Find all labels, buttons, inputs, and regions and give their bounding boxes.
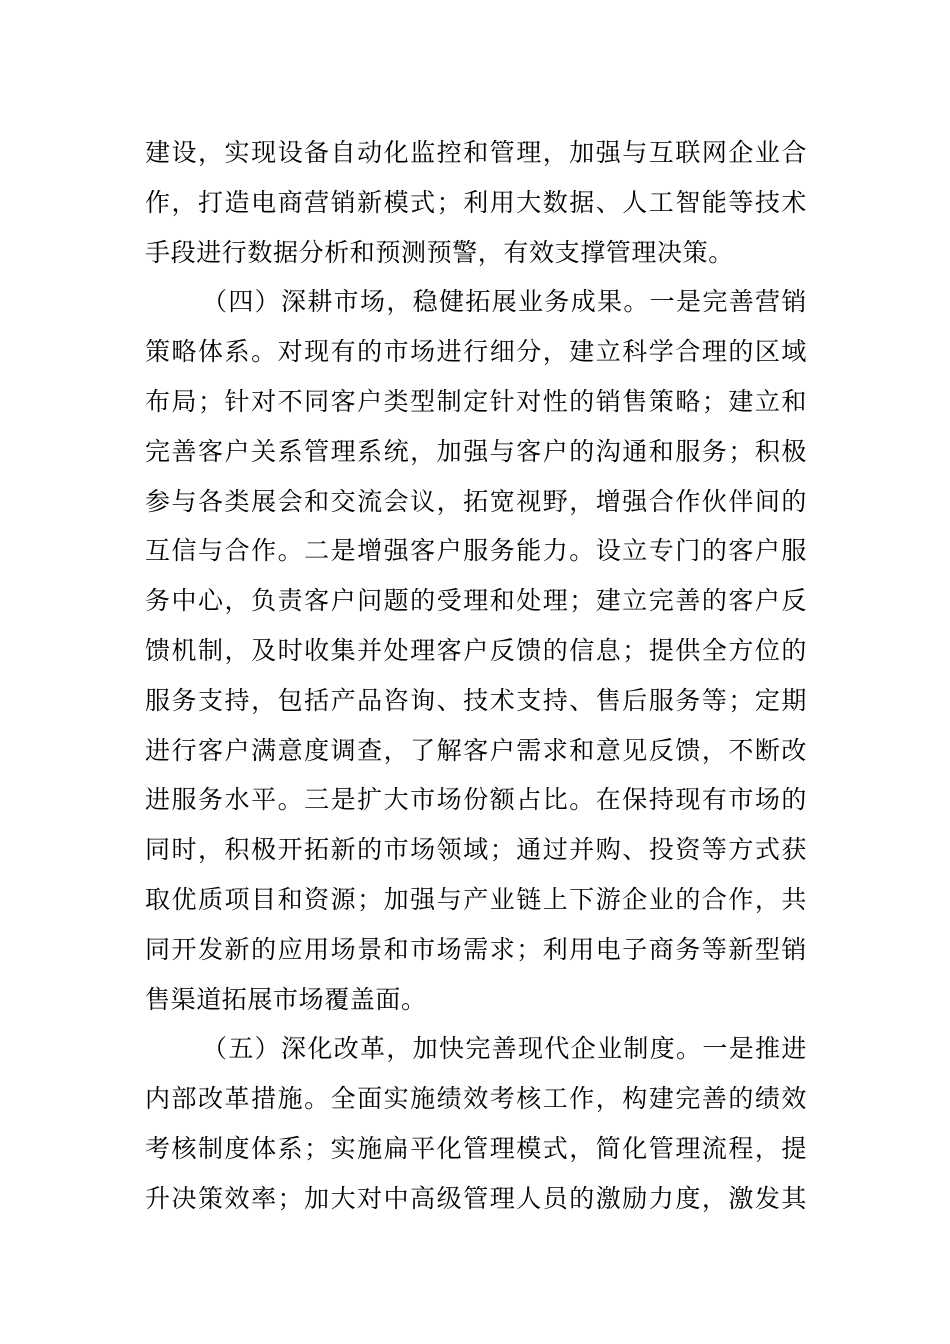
text-line: 进行客户满意度调查，了解客户需求和意见反馈，不断改 [145,735,807,765]
text-line: 同时，积极开拓新的市场领域；通过并购、投资等方式获 [145,835,807,865]
text-line: 策略体系。对现有的市场进行细分，建立科学合理的区域 [145,337,807,367]
text-line: 内部改革措施。全面实施绩效考核工作，构建完善的绩效 [145,1084,807,1114]
text-line: 作，打造电商营销新模式；利用大数据、人工智能等技术 [145,187,807,217]
text-line: 布局；针对不同客户类型制定针对性的销售策略；建立和 [145,386,807,416]
text-line: 进服务水平。三是扩大市场份额占比。在保持现有市场的 [145,785,807,815]
text-line: 服务支持，包括产品咨询、技术支持、售后服务等；定期 [145,685,807,715]
body-text [145,128,807,1224]
text-line: 考核制度体系；实施扁平化管理模式，简化管理流程，提 [145,1133,807,1163]
text-line: 馈机制，及时收集并处理客户反馈的信息；提供全方位的 [145,635,807,665]
text-line: 升决策效率；加大对中高级管理人员的激励力度，激发其 [145,1183,807,1213]
text-line: 建设，实现设备自动化监控和管理，加强与互联网企业合 [145,138,807,167]
text-line: 取优质项目和资源；加强与产业链上下游企业的合作，共 [145,884,807,914]
text-line: 手段进行数据分析和预测预警，有效支撑管理决策。 [145,237,734,267]
text-line: 完善客户关系管理系统，加强与客户的沟通和服务；积极 [145,436,807,466]
text-line: 同开发新的应用场景和市场需求；利用电子商务等新型销 [145,934,807,964]
text-line: 参与各类展会和交流会议，拓宽视野，增强合作伙伴间的 [145,486,807,516]
text-line: 务中心，负责客户问题的受理和处理；建立完善的客户反 [145,586,807,616]
text-line: 售渠道拓展市场覆盖面。 [145,984,427,1014]
section-heading-line: （五）深化改革，加快完善现代企业制度。一是推进 [202,1034,807,1064]
section-heading-line: （四）深耕市场，稳健拓展业务成果。一是完善营销 [202,287,807,317]
text-line: 互信与合作。二是增强客户服务能力。设立专门的客户服 [145,536,807,566]
